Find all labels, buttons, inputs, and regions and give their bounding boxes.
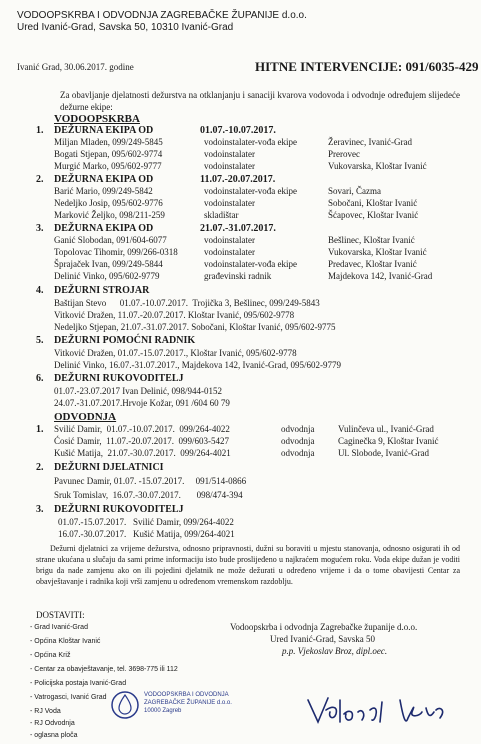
- stamp-line-2: ZAGREBAČKE ŽUPANIJE d.o.o.: [144, 700, 232, 706]
- team-1-title: DEŽURNA EKIPA OD: [54, 125, 154, 136]
- team-2-period: 11.07.-20.07.2017.: [200, 174, 276, 185]
- hotline-number: HITNE INTERVENCIJE: 091/6035-429: [255, 59, 479, 74]
- rukovoditelj-item: 24.07.-31.07.2017.Hrvoje Kožar, 091 /604 60 79: [54, 398, 230, 408]
- distribution-item: - RJ Voda: [30, 708, 61, 715]
- odvodnja-rukovoditelj-item: 16.07.-30.07.2017. Kušić Matija, 099/264-4021: [58, 529, 235, 539]
- handwritten-signature-icon: [300, 692, 460, 732]
- team-3-period: 21.07.-31.07.2017.: [200, 223, 276, 234]
- company-name: VODOOPSKRBA I ODVODNJA ZAGREBAČKE ŽUPANIJE d.o.o.: [17, 10, 307, 21]
- company-address: Ured Ivanić-Grad, Savska 50, 10310 Ivanić-Grad: [17, 22, 234, 33]
- team-1-period: 01.07.-10.07.2017.: [200, 125, 276, 136]
- distribution-item: - Centar za obavještavanje, tel. 3698-775 ili 112: [30, 666, 178, 673]
- distribution-item: - Općina Križ: [30, 652, 71, 659]
- dostaviti-label: DOSTAVITI:: [36, 610, 85, 620]
- stamp-line-3: 10000 Zagreb: [144, 708, 182, 714]
- pomocni-item: Vitković Dražen, 01.07.-15.07.2017., Kloštar Ivanić, 095/602-9778: [54, 348, 297, 358]
- team-2-number: 2.: [36, 174, 44, 185]
- distribution-item: - Policijska postaja Ivanić-Grad: [30, 680, 127, 687]
- rukovoditelj-item: 01.07.-23.07.2017 Ivan Delinić, 098/944-0152: [54, 386, 222, 396]
- distribution-item: - Općina Kloštar Ivanić: [30, 638, 101, 645]
- pomocni-item: Delinić Vinko, 16.07.-31.07.2017., Majdekova 142, Ivanić-Grad, 095/602-9779: [54, 360, 341, 370]
- odvodnja-rukovoditelj-item: 01.07.-15.07.2017. Svilić Damir, 099/264-4022: [58, 517, 234, 527]
- stamp-line-1: VODOOPSKRBA I ODVODNJA: [144, 692, 229, 698]
- odvodnja-team-number: 1.: [36, 424, 44, 435]
- distribution-item: - Grad Ivanić-Grad: [30, 624, 88, 631]
- document-date: Ivanić Grad, 30.06.2017. godine: [17, 62, 134, 72]
- intro-paragraph: Za obavljanje djelatnosti dežurstva na otklanjanju i sanaciji kvarova vodovoda i odvodnje određujem slijedeće dežurne ekipe:: [60, 90, 460, 112]
- djelatnici-item: Pavunec Damir, 01.07. -15.07.2017. 091/514-0866: [54, 476, 247, 486]
- distribution-item: - RJ Odvodnja: [30, 720, 75, 727]
- stamp-logo-icon: [110, 690, 140, 720]
- company-stamp: [110, 688, 260, 722]
- signature-company: Vodoopskrba i odvodnja Zagrebačke županije d.o.o.: [230, 622, 418, 632]
- distribution-item: - oglasna ploča: [30, 732, 78, 739]
- strojar-item: Nedeljko Stjepan, 21.07.-31.07.2017. Sobočani, Kloštar Ivanić, 095/602-9775: [54, 322, 336, 332]
- strojar-item: Vitković Dražen, 11.07.-20.07.2017. Kloštar Ivanić, 095/602-9778: [54, 310, 295, 320]
- distribution-item: - Vatrogasci, Ivanić Grad: [30, 694, 107, 701]
- signature-office: Ured Ivanić-Grad, Savska 50: [270, 634, 375, 644]
- djelatnici-item: Sruk Tomislav, 16.07.-30.07.2017. 098/474-394: [54, 490, 243, 500]
- strojar-item: Baštijan Stevo 01.07.-10.07.2017. Trojička 3, Bešlinec, 099/249-5843: [54, 298, 320, 308]
- team-3-title: DEŽURNA EKIPA OD: [54, 223, 154, 234]
- team-1-number: 1.: [36, 125, 44, 136]
- team-3-number: 3.: [36, 223, 44, 234]
- section-odvodnja: ODVODNJA: [54, 411, 117, 423]
- closing-paragraph: Dežurni djelatnici za vrijeme dežurstva, odnosno pripravnosti, dužni su boraviti u mjestu stanovanja, odnosno osigurati ih od strane ukućana u slučaju da sami prime informaciju isto bude proslijeđeno u najkraćem mogućem roku. Voda ekipe dužan je voditi brigu da nade zamjenu ako on ili pojedini djelatnik ne može dežurati u određeno vrijeme i da o tome obavijesti Centar za obavještavanje i radnika koji vrši zamjenu u određenom vremenskom razdoblju.: [36, 544, 460, 586]
- signature-pp: p.p. Vjekoslav Broz, dipl.oec.: [282, 646, 388, 656]
- section-vodoopskrba: VODOOPSKRBA: [54, 113, 140, 125]
- team-2-title: DEŽURNA EKIPA OD: [54, 174, 154, 185]
